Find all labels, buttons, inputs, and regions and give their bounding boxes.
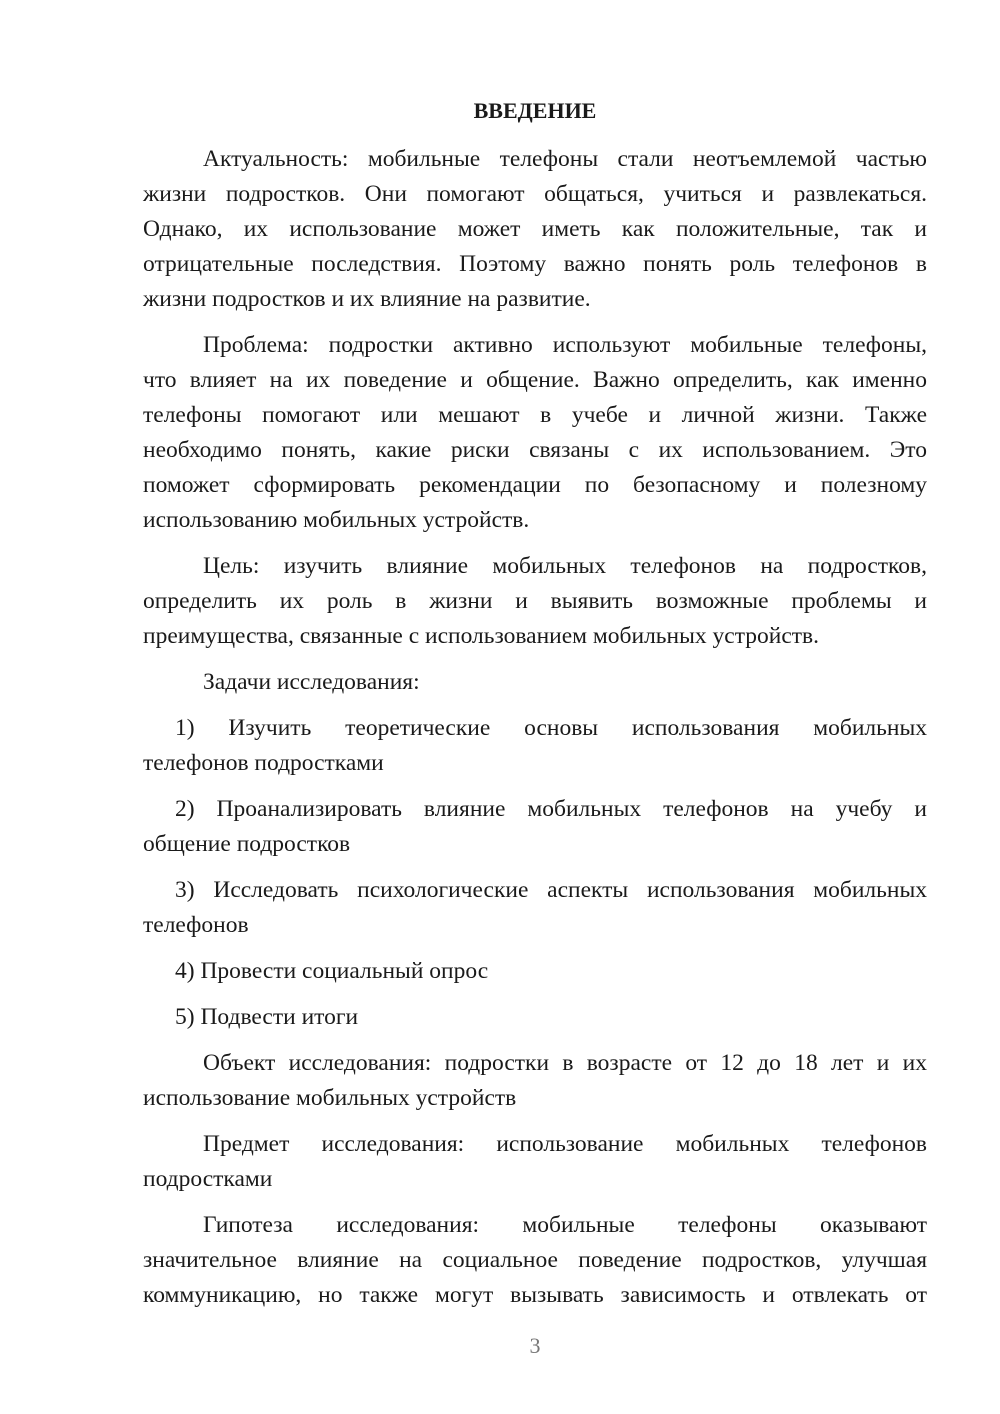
text-line: телефонов подростками xyxy=(143,750,384,776)
text-line: жизни подростков и их влияние на развитие. xyxy=(143,286,591,312)
text-line: использование мобильных устройств xyxy=(143,1085,517,1111)
text-line: Проблема: подростки активно используют мобильные телефоны, xyxy=(203,332,927,358)
text-line: Гипотеза исследования: мобильные телефоны оказывают xyxy=(203,1212,927,1238)
body-text xyxy=(143,142,927,1313)
text-line: телефоны помогают или мешают в учебе и личной жизни. Также xyxy=(143,402,927,428)
paragraph xyxy=(143,328,927,538)
text-line: 4) Провести социальный опрос xyxy=(175,958,489,984)
text-line: коммуникацию, но также могут вызывать зависимость и отвлекать от xyxy=(143,1282,927,1308)
text-line: отрицательные последствия. Поэтому важно понять роль телефонов в xyxy=(143,251,927,277)
paragraph xyxy=(143,549,927,654)
text-line: телефонов xyxy=(143,912,249,938)
text-line: поможет сформировать рекомендации по безопасному и полезному xyxy=(143,472,927,498)
page-content xyxy=(143,93,927,1324)
text-line: Предмет исследования: использование мобильных телефонов xyxy=(203,1131,927,1157)
task-list-item xyxy=(143,1000,927,1035)
text-line: необходимо понять, какие риски связаны с их использованием. Это xyxy=(143,437,927,463)
text-line: определить их роль в жизни и выявить возможные проблемы и xyxy=(143,588,927,614)
text-line: 5) Подвести итоги xyxy=(175,1004,359,1030)
paragraph xyxy=(143,1127,927,1197)
text-line: 2) Проанализировать влияние мобильных телефонов на учебу и xyxy=(175,796,927,822)
text-line: использованию мобильных устройств. xyxy=(143,507,530,533)
page-number: 3 xyxy=(529,1333,541,1358)
task-list-item xyxy=(143,792,927,862)
text-line: Задачи исследования: xyxy=(203,669,420,695)
task-list-item xyxy=(143,711,927,781)
text-line: Актуальность: мобильные телефоны стали неотъемлемой частью xyxy=(203,146,927,172)
text-line: общение подростков xyxy=(143,831,351,857)
text-line: 3) Исследовать психологические аспекты использования мобильных xyxy=(175,877,927,903)
text-line: подростками xyxy=(143,1166,273,1192)
paragraph xyxy=(143,1208,927,1313)
paragraph xyxy=(143,142,927,317)
paragraph xyxy=(143,1046,927,1116)
text-line: Цель: изучить влияние мобильных телефонов на подростков, xyxy=(203,553,927,579)
text-line: Однако, их использование может иметь как положительные, так и xyxy=(143,216,927,242)
task-list-item xyxy=(143,954,927,989)
text-line: 1) Изучить теоретические основы использования мобильных xyxy=(175,715,927,741)
paragraph xyxy=(143,665,927,700)
text-line: преимущества, связанные с использованием мобильных устройств. xyxy=(143,623,820,649)
section-heading: ВВЕДЕНИЕ xyxy=(473,98,597,123)
text-line: жизни подростков. Они помогают общаться, учиться и развлекаться. xyxy=(143,181,927,207)
text-line: Объект исследования: подростки в возрасте от 12 до 18 лет и их xyxy=(203,1050,927,1076)
task-list-item xyxy=(143,873,927,943)
text-line: значительное влияние на социальное поведение подростков, улучшая xyxy=(143,1247,927,1273)
text-line: что влияет на их поведение и общение. Важно определить, как именно xyxy=(143,367,927,393)
